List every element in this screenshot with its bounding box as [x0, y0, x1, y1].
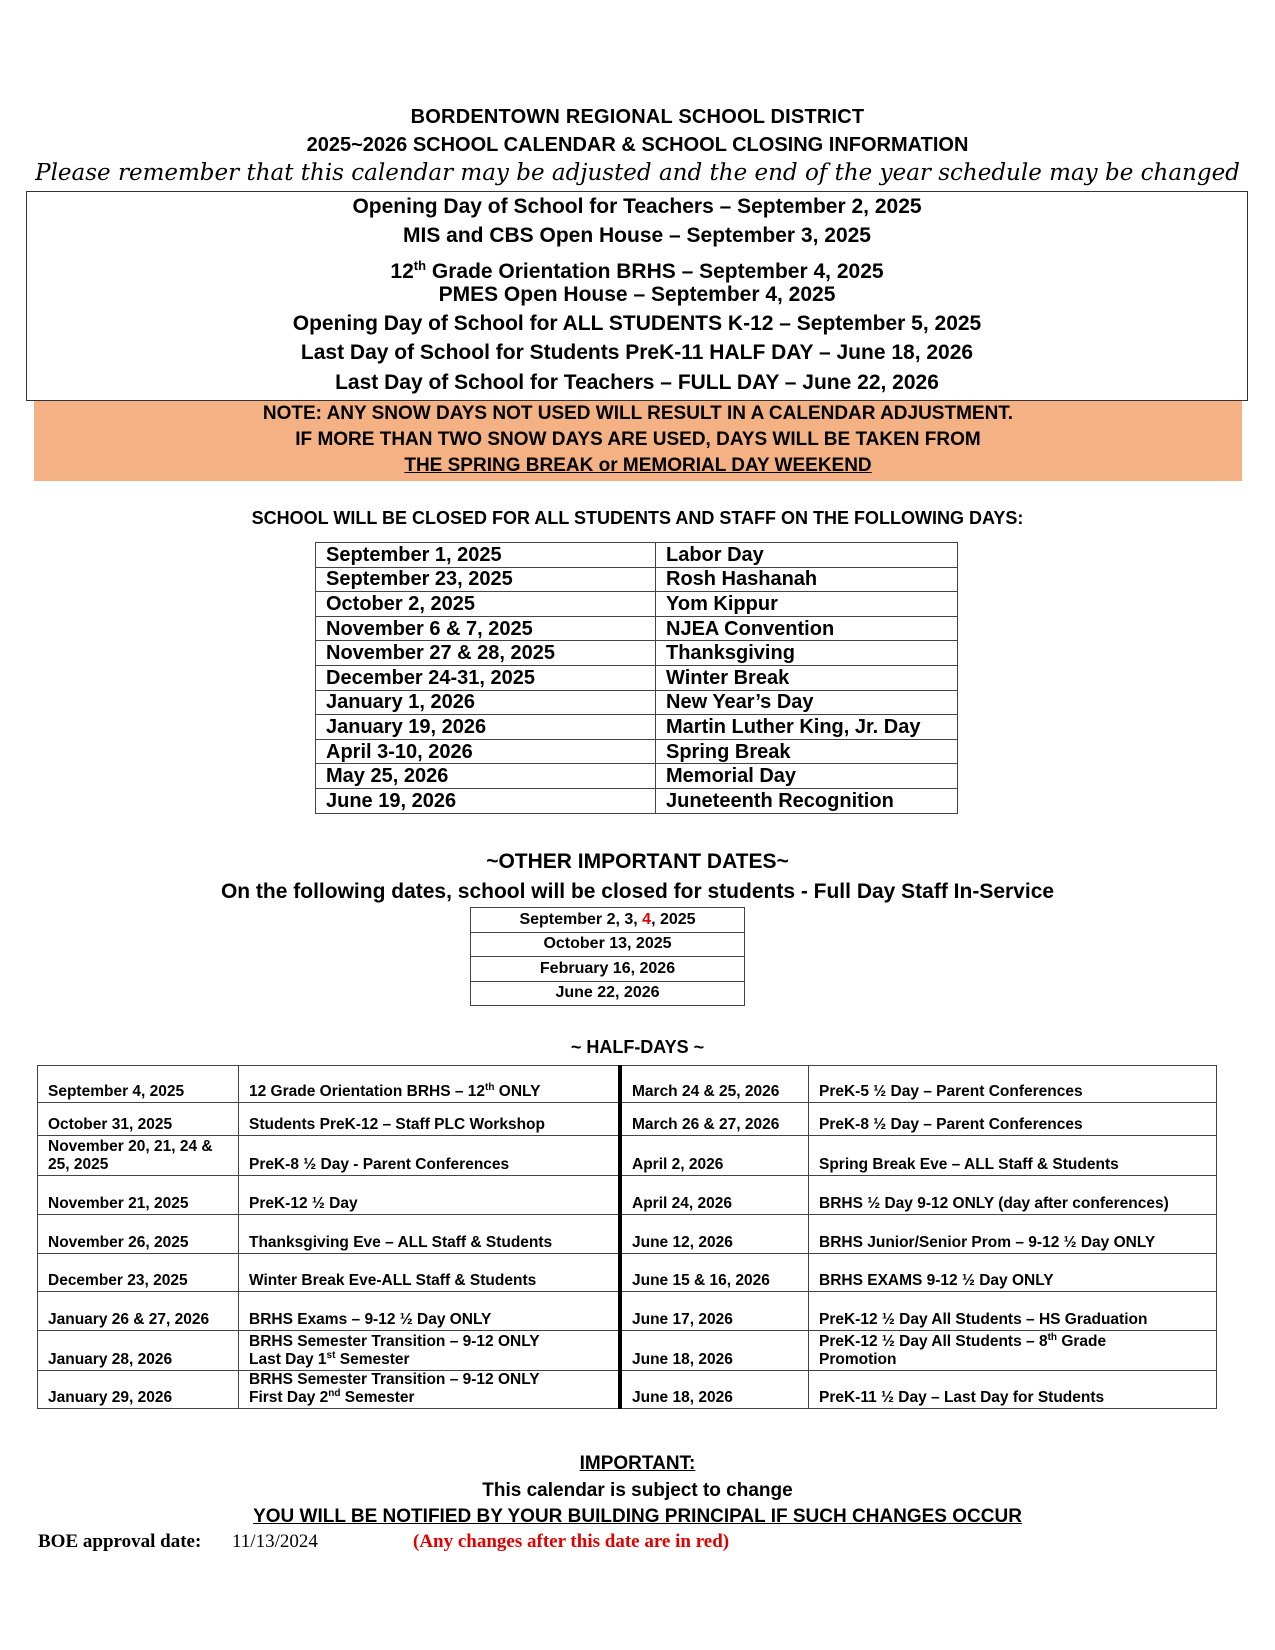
other-dates-subtitle: On the following dates, school will be closed for students - Full Day Staff In-Service — [220, 880, 1055, 903]
event-text: First Day 2 — [249, 1389, 329, 1406]
half-day-date: October 31, 2025 — [38, 1103, 239, 1136]
half-day-date: June 12, 2026 — [620, 1215, 809, 1254]
inservice-changed-date: 4 — [642, 910, 652, 928]
inservice-date: February 16, 2026 — [471, 957, 745, 982]
note-line-1: NOTE: ANY SNOW DAYS NOT USED WILL RESULT IN A CALENDAR ADJUSTMENT. — [262, 403, 1014, 424]
boe-approval-date: 11/13/2024 — [232, 1531, 318, 1552]
inservice-date: October 13, 2025 — [471, 932, 745, 957]
half-day-date: December 23, 2025 — [38, 1254, 239, 1292]
closed-holiday: Spring Break — [656, 739, 958, 764]
half-days-title: ~ HALF-DAYS ~ — [570, 1037, 705, 1057]
orientation-text: Grade Orientation BRHS – September 4, 2025 — [426, 259, 884, 283]
closed-holiday: Memorial Day — [656, 764, 958, 789]
orientation-suffix: th — [413, 257, 427, 273]
half-day-date: June 18, 2026 — [620, 1371, 809, 1409]
closed-date: September 23, 2025 — [316, 567, 656, 592]
closed-date: December 24-31, 2025 — [316, 665, 656, 690]
half-day-date: November 21, 2025 — [38, 1176, 239, 1215]
orientation-number: 12 — [390, 259, 414, 283]
half-day-date: November 20, 21, 24 & 25, 2025 — [38, 1136, 239, 1176]
half-day-event — [239, 1066, 621, 1103]
closed-holiday: Labor Day — [656, 543, 958, 568]
closed-date: September 1, 2025 — [316, 543, 656, 568]
table-row — [471, 908, 745, 933]
half-day-event: Spring Break Eve – ALL Staff & Students — [809, 1136, 1217, 1176]
important-title: IMPORTANT: — [579, 1453, 696, 1474]
half-day-event: BRHS EXAMS 9-12 ½ Day ONLY — [809, 1254, 1217, 1292]
closed-holiday: New Year’s Day — [656, 690, 958, 715]
half-day-event: PreK-8 ½ Day - Parent Conferences — [239, 1136, 621, 1176]
half-day-event: PreK-12 ½ Day All Students – HS Graduation — [809, 1292, 1217, 1331]
half-day-event: BRHS Junior/Senior Prom – 9-12 ½ Day ONLY — [809, 1215, 1217, 1254]
inservice-table — [470, 907, 745, 1006]
half-day-event — [239, 1371, 621, 1409]
closed-holiday: NJEA Convention — [656, 616, 958, 641]
event-sup: th — [1047, 1331, 1058, 1343]
table-row — [471, 932, 745, 957]
closed-date: June 19, 2026 — [316, 788, 656, 813]
closed-days-heading: SCHOOL WILL BE CLOSED FOR ALL STUDENTS AND STAFF ON THE FOLLOWING DAYS: — [251, 508, 1024, 528]
half-day-date: June 17, 2026 — [620, 1292, 809, 1331]
table-row — [316, 543, 958, 568]
note-line-3-wrap — [34, 453, 1242, 479]
table-row — [38, 1254, 1217, 1292]
event-text: Semester — [335, 1351, 410, 1368]
half-day-date: January 26 & 27, 2026 — [38, 1292, 239, 1331]
table-row — [316, 641, 958, 666]
event-text: PreK-12 ½ Day All Students – 8 — [819, 1333, 1048, 1350]
closed-holiday: Winter Break — [656, 665, 958, 690]
closed-holiday: Juneteenth Recognition — [656, 788, 958, 813]
closed-date: November 6 & 7, 2025 — [316, 616, 656, 641]
event-sup: nd — [328, 1387, 341, 1399]
important-line-1: This calendar is subject to change — [482, 1480, 793, 1501]
table-row — [316, 690, 958, 715]
event-text: ONLY — [494, 1083, 541, 1100]
boe-approval-label: BOE approval date: — [38, 1531, 202, 1552]
table-row — [38, 1215, 1217, 1254]
half-day-date: April 24, 2026 — [620, 1176, 809, 1215]
key-date-orientation — [27, 251, 1247, 283]
event-line: Promotion — [819, 1351, 897, 1368]
half-day-event: PreK-11 ½ Day – Last Day for Students — [809, 1371, 1217, 1409]
half-day-date: January 29, 2026 — [38, 1371, 239, 1409]
calendar-title: 2025~2026 SCHOOL CALENDAR & SCHOOL CLOSING INFORMATION — [306, 134, 969, 156]
event-line: BRHS Semester Transition – 9-12 ONLY — [249, 1371, 540, 1388]
half-day-event: PreK-5 ½ Day – Parent Conferences — [809, 1066, 1217, 1103]
event-line — [819, 1333, 1216, 1351]
event-line — [249, 1389, 618, 1407]
half-day-event: BRHS Exams – 9-12 ½ Day ONLY — [239, 1292, 621, 1331]
table-row — [316, 764, 958, 789]
half-day-date: March 26 & 27, 2026 — [620, 1103, 809, 1136]
inservice-date: June 22, 2026 — [471, 981, 745, 1006]
key-date-students-open: Opening Day of School for ALL STUDENTS K-12 – September 5, 2025 — [292, 312, 982, 336]
snow-day-note — [34, 401, 1242, 481]
half-day-date: March 24 & 25, 2026 — [620, 1066, 809, 1103]
half-day-date: January 28, 2026 — [38, 1331, 239, 1371]
closed-holiday: Yom Kippur — [656, 592, 958, 617]
note-line-3: THE SPRING BREAK or MEMORIAL DAY WEEKEND — [404, 455, 872, 476]
event-line: BRHS Semester Transition – 9-12 ONLY — [249, 1333, 540, 1350]
district-title: BORDENTOWN REGIONAL SCHOOL DISTRICT — [410, 106, 865, 128]
table-row — [316, 788, 958, 813]
table-row — [38, 1371, 1217, 1409]
key-dates-box — [26, 191, 1248, 401]
event-sup: th — [485, 1081, 495, 1093]
table-row — [316, 592, 958, 617]
closed-days-table — [315, 542, 958, 814]
closed-date: October 2, 2025 — [316, 592, 656, 617]
table-row — [471, 957, 745, 982]
closed-date: April 3-10, 2026 — [316, 739, 656, 764]
event-text: Grade — [1057, 1333, 1107, 1350]
closed-holiday: Thanksgiving — [656, 641, 958, 666]
table-row — [471, 981, 745, 1006]
closed-date: January 1, 2026 — [316, 690, 656, 715]
inservice-date-part: , 2025 — [651, 910, 696, 928]
table-row — [38, 1066, 1217, 1103]
inservice-date — [471, 908, 745, 933]
table-row — [316, 715, 958, 740]
closed-date: January 19, 2026 — [316, 715, 656, 740]
key-date-last-day-teachers: Last Day of School for Teachers – FULL DAY – June 22, 2026 — [335, 370, 939, 394]
table-row — [38, 1331, 1217, 1371]
half-day-event — [239, 1331, 621, 1371]
half-day-date: April 2, 2026 — [620, 1136, 809, 1176]
half-days-table — [37, 1065, 1217, 1409]
table-row — [316, 567, 958, 592]
boe-changes-note: (Any changes after this date are in red) — [413, 1531, 730, 1552]
half-day-event: Winter Break Eve-ALL Staff & Students — [239, 1254, 621, 1292]
half-day-date: June 18, 2026 — [620, 1331, 809, 1371]
event-text: Semester — [340, 1389, 415, 1406]
half-day-date: November 26, 2025 — [38, 1215, 239, 1254]
other-dates-title: ~OTHER IMPORTANT DATES~ — [486, 850, 789, 873]
half-day-event — [809, 1331, 1217, 1371]
event-line — [249, 1351, 618, 1369]
key-date-open-house: MIS and CBS Open House – September 3, 2025 — [403, 224, 871, 248]
event-text: Last Day 1 — [249, 1351, 327, 1368]
table-row — [38, 1176, 1217, 1215]
table-row — [316, 665, 958, 690]
key-date-teachers-open: Opening Day of School for Teachers – September 2, 2025 — [352, 195, 922, 218]
table-row — [38, 1103, 1217, 1136]
half-day-event: Thanksgiving Eve – ALL Staff & Students — [239, 1215, 621, 1254]
table-row — [316, 616, 958, 641]
closed-holiday: Martin Luther King, Jr. Day — [656, 715, 958, 740]
closed-date: November 27 & 28, 2025 — [316, 641, 656, 666]
event-sup: st — [326, 1349, 336, 1361]
inservice-date-part: September 2, 3, — [519, 910, 643, 928]
closed-date: May 25, 2026 — [316, 764, 656, 789]
half-day-event: BRHS ½ Day 9-12 ONLY (day after conferences) — [809, 1176, 1217, 1215]
half-day-event: PreK-12 ½ Day — [239, 1176, 621, 1215]
event-text: 12 Grade Orientation BRHS – 12 — [249, 1083, 486, 1100]
table-row — [316, 739, 958, 764]
half-day-date: June 15 & 16, 2026 — [620, 1254, 809, 1292]
key-date-pmes-open-house: PMES Open House – September 4, 2025 — [438, 282, 836, 306]
key-date-last-day-students: Last Day of School for Students PreK-11 HALF DAY – June 18, 2026 — [300, 341, 974, 365]
table-row — [38, 1136, 1217, 1176]
half-day-date: September 4, 2025 — [38, 1066, 239, 1103]
important-line-2: YOU WILL BE NOTIFIED BY YOUR BUILDING PRINCIPAL IF SUCH CHANGES OCCUR — [253, 1506, 1022, 1527]
half-day-event: PreK-8 ½ Day – Parent Conferences — [809, 1103, 1217, 1136]
closed-holiday: Rosh Hashanah — [656, 567, 958, 592]
calendar-reminder: Please remember that this calendar may be adjusted and the end of the year schedule may be changed — [35, 160, 1240, 186]
half-day-event: Students PreK-12 – Staff PLC Workshop — [239, 1103, 621, 1136]
table-row — [38, 1292, 1217, 1331]
note-line-2: IF MORE THAN TWO SNOW DAYS ARE USED, DAYS WILL BE TAKEN FROM — [295, 429, 981, 450]
